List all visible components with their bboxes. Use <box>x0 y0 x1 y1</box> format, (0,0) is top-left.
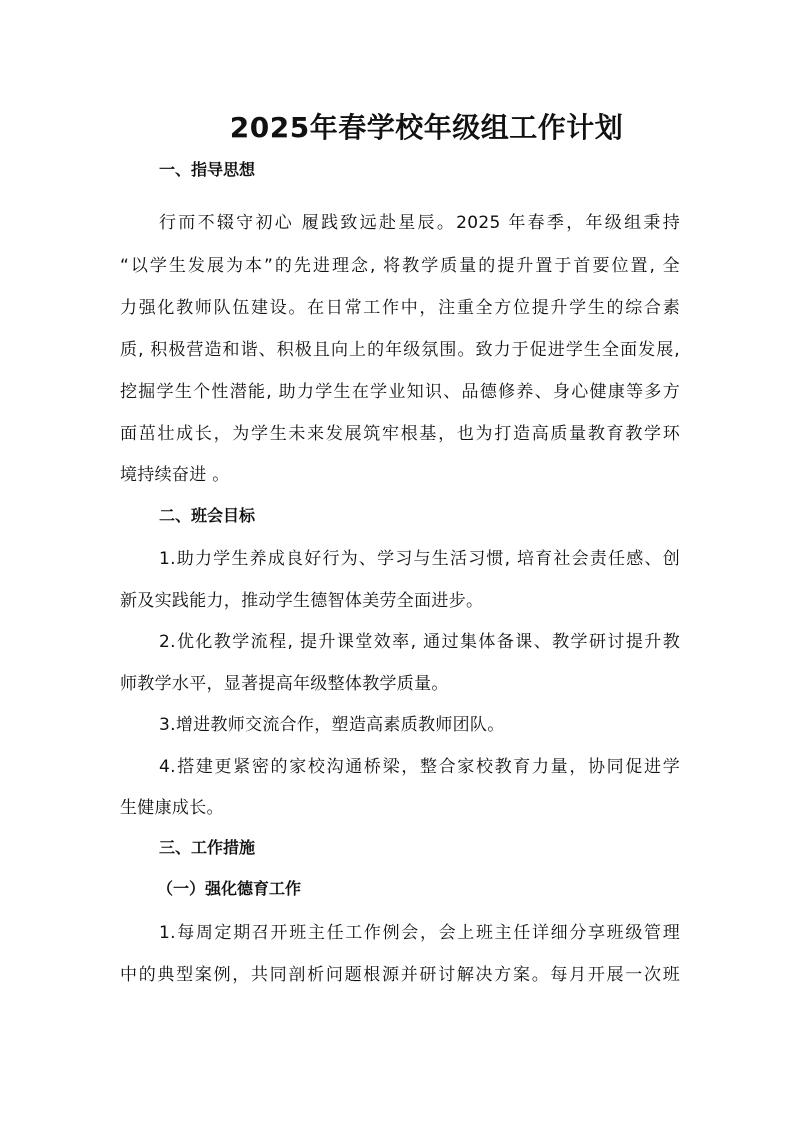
paragraph-line: 面茁壮成长，为学生未来发展筑牢根基，也为打造高质量教育教学环 <box>120 424 680 444</box>
paragraph-line: 境持续奋进 。 <box>120 465 230 485</box>
paragraph-line: 质, 积极营造和谐、积极且向上的年级氛围。致力于促进学生全面发展, <box>120 340 680 360</box>
section-heading-guiding-ideology: 一、指导思想 <box>159 160 256 179</box>
section-heading-work-measures: 三、工作措施 <box>159 838 256 857</box>
section-heading-class-goals: 二、班会目标 <box>159 506 256 525</box>
goal-item-2-line: 2.优化教学流程, 提升课堂效率, 通过集体备课、教学研讨提升教 <box>159 632 680 652</box>
document-title: 2025年春学校年级组工作计划 <box>229 111 624 144</box>
goal-item-4-line: 4.搭建更紧密的家校沟通桥梁，整合家校教育力量，协同促进学 <box>159 757 680 777</box>
paragraph-line: 行而不辍守初心 履践致远赴星辰。2025 年春季，年级组秉持 <box>159 213 680 233</box>
paragraph-line: 力强化教师队伍建设。在日常工作中，注重全方位提升学生的综合素 <box>120 298 680 318</box>
subsection-heading-moral-education: （一）强化德育工作 <box>157 879 302 898</box>
goal-item-4-line: 生健康成长。 <box>120 798 224 818</box>
measure-item-1-line: 中的典型案例，共同剖析问题根源并研讨解决方案。每月开展一次班 <box>120 965 680 985</box>
goal-item-1-line: 1.助力学生养成良好行为、学习与生活习惯, 培育社会责任感、创 <box>159 549 680 569</box>
paragraph-line: “以学生发展为本”的先进理念, 将教学质量的提升置于首要位置, 全 <box>120 256 680 276</box>
goal-item-3-line: 3.增进教师交流合作，塑造高素质教师团队。 <box>159 715 505 735</box>
measure-item-1-line: 1.每周定期召开班主任工作例会，会上班主任详细分享班级管理 <box>159 923 680 943</box>
goal-item-1-line: 新及实践能力，推动学生德智体美劳全面进步。 <box>120 591 484 611</box>
paragraph-line: 挖掘学生个性潜能, 助力学生在学业知识、品德修养、身心健康等多方 <box>120 382 680 402</box>
goal-item-2-line: 师教学水平，显著提高年级整体教学质量。 <box>120 674 449 694</box>
